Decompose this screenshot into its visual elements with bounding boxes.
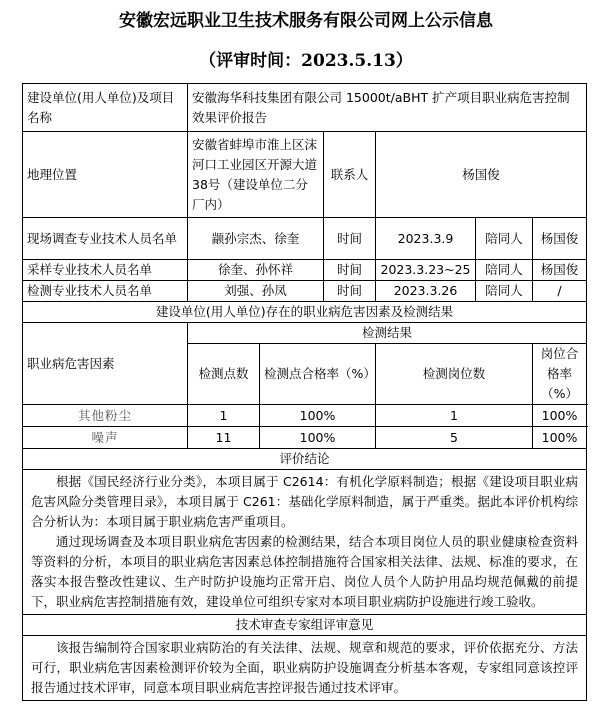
staff-time: 2023.3.26	[376, 281, 476, 302]
staff-label: 现场调查专业技术人员名单	[23, 218, 188, 260]
staff-accomp-label: 陪同人	[476, 281, 533, 302]
staff-names: 徐奎、孙怀祥	[188, 260, 324, 281]
staff-names: 刘强、孙凤	[188, 281, 324, 302]
results-label: 检测结果	[188, 323, 587, 344]
staff-label: 采样专业技术人员名单	[23, 260, 188, 281]
hazard-posts: 5	[376, 427, 533, 449]
hazard-point-rate: 100%	[260, 405, 376, 427]
staff-accomp-label: 陪同人	[476, 260, 533, 281]
hazard-points: 1	[188, 405, 260, 427]
conclusion-title: 评价结论	[23, 449, 587, 470]
staff-accomp-label: 陪同人	[476, 218, 533, 260]
unit-value: 安徽海华科技集团有限公司 15000t/aBHT 扩产项目职业病危害控制效果评价报告	[188, 84, 587, 132]
staff-time-label: 时间	[324, 218, 376, 260]
location-label: 地理位置	[23, 132, 188, 218]
staff-accomp: 杨国俊	[533, 218, 587, 260]
hazard-name: 噪声	[23, 427, 188, 449]
conclusion-paragraph: 根据《国民经济行业分类》，本项目属于 C2614：有机化学原料制造；根据《建设项目职业病危害风险分类管理目录》，本项目属于 C261：基础化学原料制造，属于严重类。据此本评价机构综合分析认为：本项目属于职业病危害严重项目。	[31, 474, 579, 529]
col-posts: 检测岗位数	[376, 344, 533, 405]
staff-label: 检测专业技术人员名单	[23, 281, 188, 302]
staff-accomp: 杨国俊	[533, 260, 587, 281]
staff-time-label: 时间	[324, 281, 376, 302]
contact-label: 联系人	[324, 132, 376, 218]
col-post-rate: 岗位合格率（%）	[533, 344, 587, 405]
conclusion-paragraph: 通过现场调查及本项目职业病危害因素的检测结果，结合本项目岗位人员的职业健康检查资料等资料的分析，本项目的职业病危害因素总体控制措施符合国家相关法律、法规、标准的要求，在落实本报告整改性建议、生产时防护设施均正常开启、岗位人员个人防护用品均规范佩戴的前提下，职业病危害控制措施有效，建设单位可组织专家对本项目职业病防护设施进行竣工验收。	[31, 534, 579, 609]
staff-time-label: 时间	[324, 260, 376, 281]
review-title-row	[23, 615, 587, 636]
col-points: 检测点数	[188, 344, 260, 405]
review-body-row	[23, 636, 587, 701]
hazard-section-row	[23, 302, 587, 323]
factor-label: 职业病危害因素	[23, 323, 188, 405]
hazard-points: 11	[188, 427, 260, 449]
table-row	[23, 405, 587, 427]
hazard-section-title: 建设单位(用人单位)存在的职业病危害因素及检测结果	[23, 302, 587, 323]
review-paragraph: 该报告编制符合国家职业病防治的有关法律、法规、规章和规范的要求，评价依据充分、方法可行，职业病危害因素检测评价较为全面，职业病防护设施调查分析基本客观，专家组同意该控评报告通过技术评审，同意本项目职业病危害控评报告通过技术评审。	[31, 640, 579, 695]
unit-label: 建设单位(用人单位)及项目名称	[23, 84, 188, 132]
review-time: （评审时间：2023.5.13）	[199, 51, 413, 71]
hazard-point-rate: 100%	[260, 427, 376, 449]
page-title: 安徽宏远职业卫生技术服务有限公司网上公示信息	[119, 11, 493, 31]
location-value: 安徽省蚌埠市淮上区沫河口工业园区开源大道38号（建设单位二分厂内）	[188, 132, 324, 218]
contact-value: 杨国俊	[376, 132, 587, 218]
staff-names: 颛孙宗杰、徐奎	[188, 218, 324, 260]
unit-row	[23, 84, 587, 132]
info-table	[22, 83, 587, 701]
hazard-name: 其他粉尘	[23, 405, 188, 427]
review-body	[23, 636, 587, 701]
staff-accomp: /	[533, 281, 587, 302]
staff-time: 2023.3.23~25	[376, 260, 476, 281]
staff-time: 2023.3.9	[376, 218, 476, 260]
col-point-rate: 检测点合格率（%）	[260, 344, 376, 405]
table-row	[23, 427, 587, 449]
review-title: 技术审查专家组评审意见	[23, 615, 587, 636]
hazard-post-rate: 100%	[533, 427, 587, 449]
staff-row	[23, 281, 587, 302]
conclusion-body	[23, 470, 587, 615]
staff-row	[23, 260, 587, 281]
staff-row	[23, 218, 587, 260]
hazard-header-row	[23, 323, 587, 344]
hazard-posts: 1	[376, 405, 533, 427]
location-row	[23, 132, 587, 218]
hazard-post-rate: 100%	[533, 405, 587, 427]
conclusion-body-row	[23, 470, 587, 615]
conclusion-title-row	[23, 449, 587, 470]
